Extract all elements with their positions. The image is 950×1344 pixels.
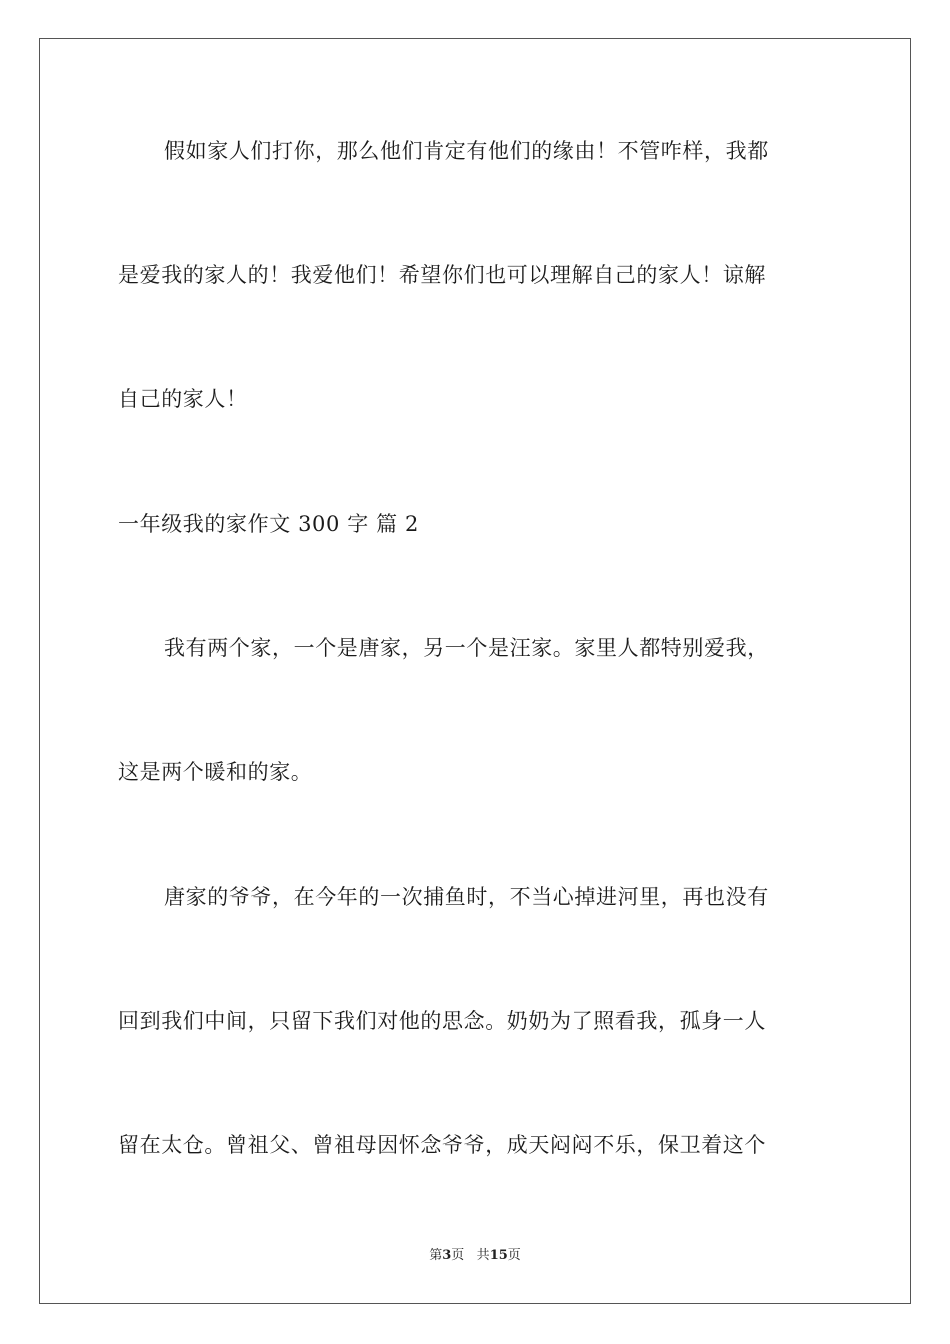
paragraph-3-line-3: 留在太仓。曾祖父、曾祖母因怀念爷爷，成天闷闷不乐，保卫着这个 xyxy=(118,1133,766,1157)
page-suffix: 页 xyxy=(451,1248,465,1263)
paragraph-1-line-3: 自己的家人！ xyxy=(118,387,248,411)
paragraph-3-line-1: 唐家的爷爷，在今年的一次捕鱼时，不当心掉进河里，再也没有 xyxy=(164,885,769,909)
paragraph-1-line-2: 是爱我的家人的！我爱他们！希望你们也可以理解自己的家人！谅解 xyxy=(118,263,766,287)
total-pages: 15 xyxy=(489,1248,508,1263)
page-prefix: 第 xyxy=(429,1248,443,1263)
paragraph-3-line-2: 回到我们中间，只留下我们对他的思念。奶奶为了照看我，孤身一人 xyxy=(118,1009,766,1033)
page-number: 3 xyxy=(442,1248,452,1263)
page-border xyxy=(39,38,911,1304)
section-heading: 一年级我的家作文 300 字 篇 2 xyxy=(118,512,419,536)
paragraph-1-line-1: 假如家人们打你，那么他们肯定有他们的缘由！不管咋样，我都 xyxy=(164,139,769,163)
paragraph-2-line-2: 这是两个暖和的家。 xyxy=(118,760,313,784)
page-footer xyxy=(0,1247,950,1265)
paragraph-2-line-1: 我有两个家，一个是唐家，另一个是汪家。家里人都特别爱我， xyxy=(164,636,769,660)
total-prefix: 共 xyxy=(476,1248,490,1263)
total-suffix: 页 xyxy=(507,1248,521,1263)
